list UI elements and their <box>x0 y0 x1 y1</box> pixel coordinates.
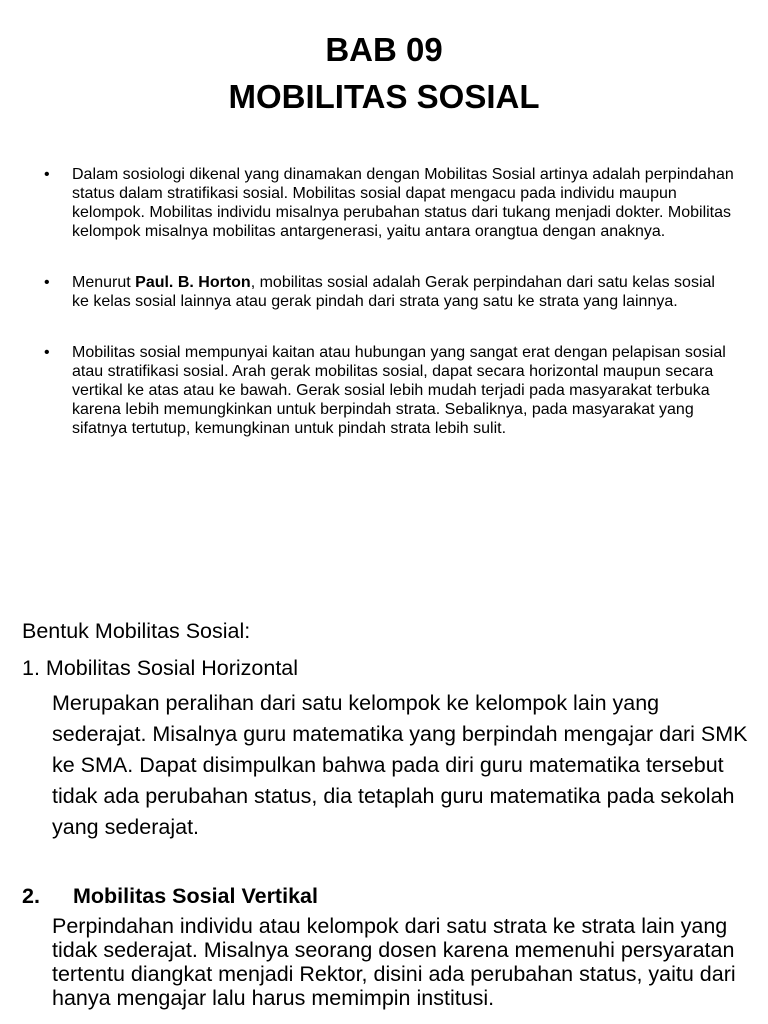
bullet-marker: • <box>44 274 50 291</box>
bullet-text-horton-rest: , mobilitas sosial adalah Gerak perpindahan dari satu kelas sosial ke kelas sosial lainnya atau gerak pindah dari strata yang satu ke strata yang lainnya. <box>72 274 715 310</box>
bullet-text-relation: Mobilitas sosial mempunyai kaitan atau hubungan yang sangat erat dengan pelapisan sosial atau stratifikasi sosial. Arah gerak mobilitas sosial, dapat secara horizontal maupun secara vertikal ke atas atau ke bawah. Gerak sosial lebih mudah terjadi pada masyarakat terbuka karena lebih memungkinkan untuk berpindah strata. Sebaliknya, pada masyarakat yang sifatnya tertutup, kemungkinan untuk pindah strata lebih sulit. <box>72 344 726 437</box>
author-name: Paul. B. Horton <box>135 274 251 291</box>
bullet-item-relation <box>44 343 734 438</box>
bullet-marker: • <box>44 344 50 361</box>
chapter-number: BAB 09 <box>325 31 443 68</box>
paragraph-vertikal: Perpindahan individu atau kelompok dari satu strata ke strata lain yang tidak sederajat. Misalnya seorang dosen karena memenuhi persyaratan tertentu diangkat menjadi Rektor, disini ada perubahan status, yaitu dari hanya mengajar lalu harus memimpin institusi. <box>52 914 736 1010</box>
bullet-text-horton-prefix: Menurut <box>72 274 136 291</box>
subheading-horizontal: 1. Mobilitas Sosial Horizontal <box>22 656 299 680</box>
subheading-vertikal-number: 2. <box>22 884 40 908</box>
chapter-title: MOBILITAS SOSIAL <box>228 78 540 115</box>
bullet-item-horton <box>44 273 734 311</box>
paragraph-horizontal: Merupakan peralihan dari satu kelompok ke kelompok lain yang sederajat. Misalnya guru matematika yang berpindah mengajar dari SMK ke SMA. Dapat disimpulkan bahwa pada diri guru matematika tersebut tidak ada perubahan status, dia tetaplah guru matematika pada sekolah yang sederajat. <box>52 691 748 839</box>
subheading-vertikal <box>22 883 752 909</box>
bullet-text-definition: Dalam sosiologi dikenal yang dinamakan dengan Mobilitas Sosial artinya adalah perpindahan status dalam stratifikasi sosial. Mobilitas sosial dapat mengacu pada individu maupun kelompok. Mobilitas individu misalnya perubahan status dari tukang menjadi dokter. Mobilitas kelompok misalnya mobilitas antargenerasi, yaitu antara orangtua dengan anaknya. <box>72 166 734 240</box>
section-heading-bentuk: Bentuk Mobilitas Sosial: <box>22 619 251 643</box>
bullet-item-definition <box>44 165 734 241</box>
bullet-marker: • <box>44 166 50 183</box>
subheading-vertikal-label: Mobilitas Sosial Vertikal <box>73 884 318 908</box>
bullet-list <box>44 165 734 438</box>
